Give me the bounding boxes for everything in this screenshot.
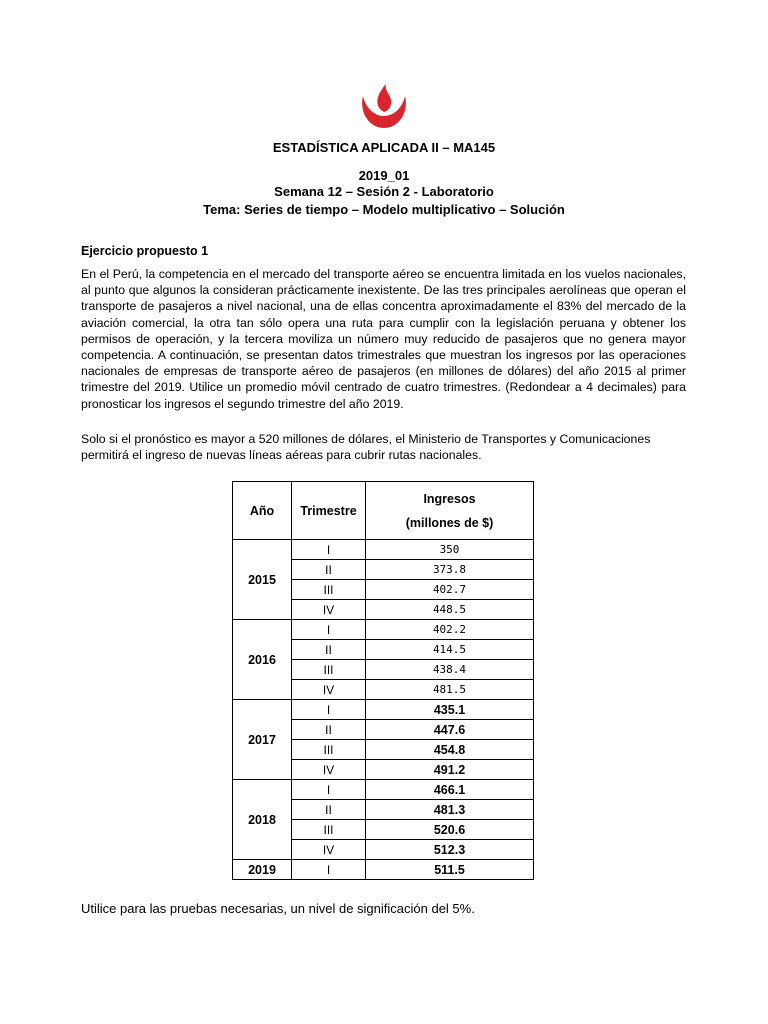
header-income bbox=[366, 482, 534, 540]
quarter-cell: I bbox=[292, 700, 366, 720]
quarter-cell: III bbox=[292, 820, 366, 840]
quarter-cell: IV bbox=[292, 600, 366, 620]
quarter-cell: I bbox=[292, 860, 366, 880]
income-cell: 481.5 bbox=[366, 680, 534, 700]
exercise-paragraph-1: En el Perú, la competencia en el mercado del transporte aéreo se encuentra limitada en los vuelos nacionales, al punto que algunos la consideran prácticamente inexistente. De las tres principales aerolíneas que operan el transporte de pasajeros a nivel nacional, una de ellas concentra aproximadamente el 83% del mercado de la aviación comercial, la otra tan sólo opera una ruta para cumplir con la legislación peruana y obtener los permisos de operación, y la tercera moviliza un número muy reducido de pasajeros que no genera mayor competencia. A continuación, se presentan datos trimestrales que muestran los ingresos por las operaciones nacionales de empresas de transporte aéreo de pasajeros (en millones de dólares) del año 2015 al primer trimestre del 2019. Utilice un promedio móvil centrado de cuatro trimestres. (Redondear a 4 decimales) para pronosticar los ingresos el segundo trimestre del año 2019. bbox=[81, 267, 686, 411]
quarter-cell: IV bbox=[292, 680, 366, 700]
term-code: 2019_01 bbox=[358, 168, 410, 183]
income-cell: 414.5 bbox=[366, 640, 534, 660]
quarter-cell: III bbox=[292, 580, 366, 600]
year-cell: 2017 bbox=[233, 700, 292, 780]
table-header-row bbox=[233, 482, 534, 540]
income-table bbox=[232, 481, 534, 880]
quarter-cell: I bbox=[292, 620, 366, 640]
quarter-cell: II bbox=[292, 800, 366, 820]
income-cell: 448.5 bbox=[366, 600, 534, 620]
header-year: Año bbox=[233, 482, 292, 540]
quarter-cell: II bbox=[292, 720, 366, 740]
income-cell: 402.7 bbox=[366, 580, 534, 600]
income-cell: 481.3 bbox=[366, 800, 534, 820]
income-cell: 373.8 bbox=[366, 560, 534, 580]
income-cell: 402.2 bbox=[366, 620, 534, 640]
year-cell: 2016 bbox=[233, 620, 292, 700]
header-income-label: Ingresos bbox=[423, 491, 476, 506]
quarter-cell: I bbox=[292, 780, 366, 800]
table-row bbox=[233, 860, 534, 880]
significance-note: Utilice para las pruebas necesarias, un nivel de significación del 5%. bbox=[81, 901, 475, 916]
quarter-cell: IV bbox=[292, 760, 366, 780]
header-quarter: Trimestre bbox=[292, 482, 366, 540]
course-title: ESTADÍSTICA APLICADA II – MA145 bbox=[272, 140, 496, 155]
header-income-unit: (millones de $) bbox=[405, 515, 494, 530]
income-cell: 511.5 bbox=[366, 860, 534, 880]
income-cell: 491.2 bbox=[366, 760, 534, 780]
exercise-paragraph-2: Solo si el pronóstico es mayor a 520 millones de dólares, el Ministerio de Transportes y Comunicaciones permitirá el ingreso de nuevas líneas aéreas para cubrir rutas nacionales. bbox=[81, 432, 651, 463]
year-cell: 2019 bbox=[233, 860, 292, 880]
quarter-cell: IV bbox=[292, 840, 366, 860]
quarter-cell: II bbox=[292, 560, 366, 580]
table-row bbox=[233, 700, 534, 720]
income-cell: 438.4 bbox=[366, 660, 534, 680]
income-cell: 350 bbox=[366, 540, 534, 560]
table-row bbox=[233, 780, 534, 800]
quarter-cell: I bbox=[292, 540, 366, 560]
income-cell: 435.1 bbox=[366, 700, 534, 720]
session-title: Semana 12 – Sesión 2 - Laboratorio bbox=[274, 184, 494, 199]
quarter-cell: III bbox=[292, 740, 366, 760]
upc-flame-logo bbox=[357, 82, 411, 130]
topic-title: Tema: Series de tiempo – Modelo multiplicativo – Solución bbox=[203, 202, 565, 217]
table-row bbox=[233, 620, 534, 640]
year-cell: 2018 bbox=[233, 780, 292, 860]
exercise-title: Ejercicio propuesto 1 bbox=[81, 244, 209, 258]
income-cell: 520.6 bbox=[366, 820, 534, 840]
quarter-cell: II bbox=[292, 640, 366, 660]
income-cell: 512.3 bbox=[366, 840, 534, 860]
quarter-cell: III bbox=[292, 660, 366, 680]
table-row bbox=[233, 540, 534, 560]
income-cell: 447.6 bbox=[366, 720, 534, 740]
income-cell: 466.1 bbox=[366, 780, 534, 800]
year-cell: 2015 bbox=[233, 540, 292, 620]
income-cell: 454.8 bbox=[366, 740, 534, 760]
